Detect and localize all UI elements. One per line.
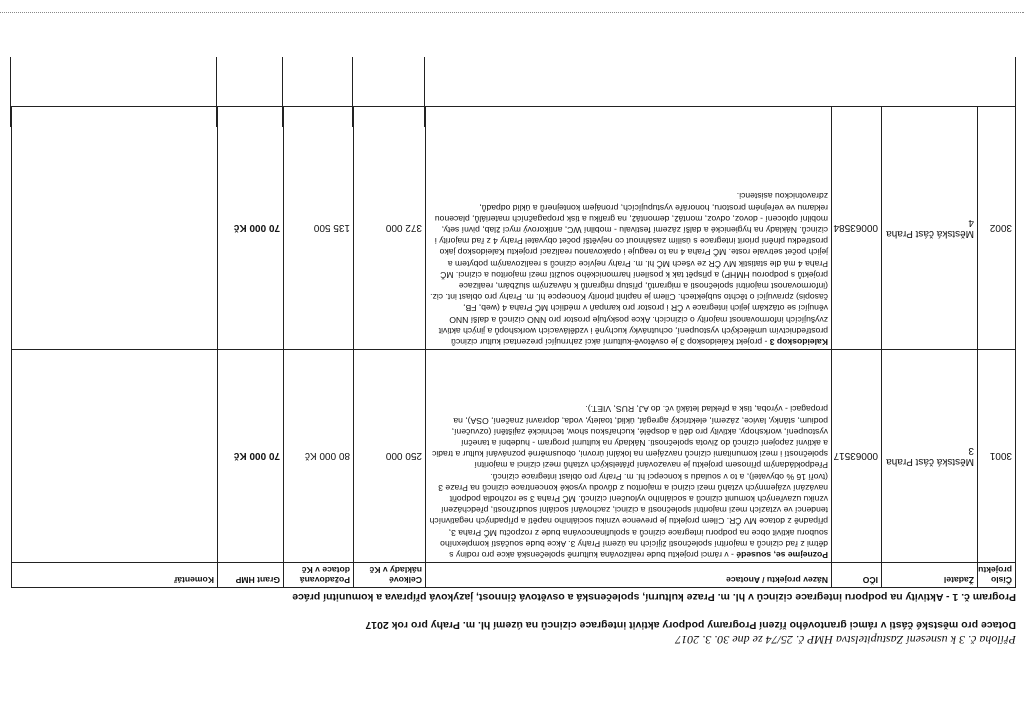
cell-ico: 00063584	[832, 107, 882, 350]
document-title: Dotace pro městské části v rámci grantového řízení Programy podpory aktivit integrace cizinců na území hl. m. Prahy pro rok 2017	[365, 619, 1016, 631]
cell-celkove: 250 000	[354, 350, 426, 563]
header-zadatel: Žadatel	[882, 563, 978, 588]
table-header-row	[12, 563, 1016, 588]
project-title: Poznejme se, sousedé	[736, 550, 828, 560]
cell-cislo: 3001	[978, 350, 1016, 563]
cell-annotation	[426, 107, 832, 350]
project-annotation: - projekt Kaleidoskop 3 je osvětově-kulturní akcí zahrnující prezentaci kultur cizinců prostřednictvím uměleckých vystoupení, ochutnávky kuchyně i vzdělávacích workshopů a jiných aktivit zvyšujících informovanost majority o cizincích. Akce poskytuje prostor pro NNO cizinců a další NNO věnující se otázkám jejich integrace v ČR i prostor pro kampaň v médiích MČ Praha 4 (web, FB, časopis) zpravující o těchto subjektech. Cílem je naplnit priority Koncepce hl. m. Prahy pro oblast int. ciz. (informovanost majoritní společnosti a migrantů, přístup migrantů k návazným službám, realizace projektů s podporou HMHP) a přispět tak k posílení harmonického soužití mezi majoritou a cizinci. MČ Praha 4 má dle statistik MV ČR ze všech MČ hl. m. Prahy nejvíce cizinců s realizovaným pobytem a jejich počet setrvale roste. MČ Praha 4 na to reaguje i opakovanou realizací projektu Kaleidoskop jako prostředku plnění priorit integrace s úsilím zasáhnout co největší počet obyvatel Prahy 4 z řad majority i cizinců. Náklady na hygienické a další zázemí festivalu - mobilní WC, antikorový mycí žlab, pivní sety, mobilní oplocení - dovoz, odvoz, montáž, demontáž, na grafiku a tisk propagačních materiálů, placenou reklamu ve veřejném prostoru, honoráře vystupujících, pronájem kontejnerů a úklid odpadů, zdravotnickou asistenci.	[430, 191, 828, 347]
header-grant: Grant HMP	[218, 563, 284, 588]
cell-grant: 70 000 Kč	[218, 107, 284, 350]
cell-pozadovana: 135 500	[284, 107, 354, 350]
program-subtitle: Program č. 1 - Aktivity na podporu integrace cizinců v hl. m. Praze kulturní, společenská a osvětová činnost, jazyková příprava a komunitní práce	[292, 591, 1016, 603]
header-celkove: Celkové náklady v Kč	[354, 563, 426, 588]
column-divider	[282, 57, 283, 127]
project-annotation: - v rámci projektu bude realizována kulturně společenská akce pro rodiny s dětmi z řad cizinců a majoritní společnosti žijících na území Prahy 3. Akce bude součástí komplexního souboru aktivit obce na podporu integrace cizinců a spolufinancována bude z rozpočtu MČ Praha 3, případně z dotace MV ČR. Cílem projektu je prevence vzniku sociálního napětí a případných negativních tendencí ve vztazích mezi majoritní společností a cizinci, zachování sociální soudržnosti, předcházení vzniku uzavřených komunit cizinců a sociálního vyloučení cizinců. MČ Praha 3 se rozhodla podpořit navázání vzájemných vztahů mezi cizinci a majoritou z důvodu vysoké koncentrace cizinců na Praze 3 (tvoří 16 % obyvatel), a to v souladu s koncepcí hl. m. Prahy pro oblast integrace cizinců. Předpokládaným přínosem projektu je navazování přátelských vztahů mezi cizinci a majoritní společností i mezi komunitami cizinců navzájem na lokální úrovni, obousměrné poznávání kultur a tradic a aktivní zapojení cizinců do života společnosti. Náklady na kulturní program - hudební a taneční vystoupení, workshopy, aktivity pro děti a dospělé, kuchařskou show, technické zajištění (ozvučení, podium, stánky, lavice, zázemí, elektrický agregát, úklid, toalety, voda, dopravní značení, OSA), na propagaci - výroba, tisk a překlad letáků vč. do AJ, RUS, VIET.).	[429, 404, 828, 560]
grant-table	[11, 106, 1016, 588]
header-komentar: Komentář	[12, 563, 218, 588]
cell-cislo: 3002	[978, 107, 1016, 350]
cell-celkove: 372 000	[354, 107, 426, 350]
header-cislo: Číslo projektu	[978, 563, 1016, 588]
cell-komentar	[12, 350, 218, 563]
table-row	[12, 107, 1016, 350]
cell-zadatel: Městská část Praha 3	[882, 350, 978, 563]
header-ico: IČO	[832, 563, 882, 588]
cell-pozadovana: 80 000 Kč	[284, 350, 354, 563]
header-nazev: Název projektu / Anotace	[426, 563, 832, 588]
column-divider	[216, 57, 217, 127]
cell-zadatel: Městská část Praha 4	[882, 107, 978, 350]
column-divider	[424, 57, 425, 127]
cell-ico: 00063517	[832, 350, 882, 563]
cell-komentar	[12, 107, 218, 350]
attachment-caption: Příloha č. 3 k usnesení Zastupitelstva HMP č. 25/74 ze dne 30. 3. 2017	[675, 633, 1016, 647]
column-divider	[352, 57, 353, 127]
cell-grant: 70 000 Kč	[218, 350, 284, 563]
table-column-extension	[10, 57, 1016, 127]
table-row	[12, 350, 1016, 563]
cell-annotation	[426, 350, 832, 563]
scan-edge-line	[0, 12, 1024, 13]
header-pozadovana: Požadovaná dotace v Kč	[284, 563, 354, 588]
project-title: Kaleidoskop 3	[769, 337, 828, 347]
